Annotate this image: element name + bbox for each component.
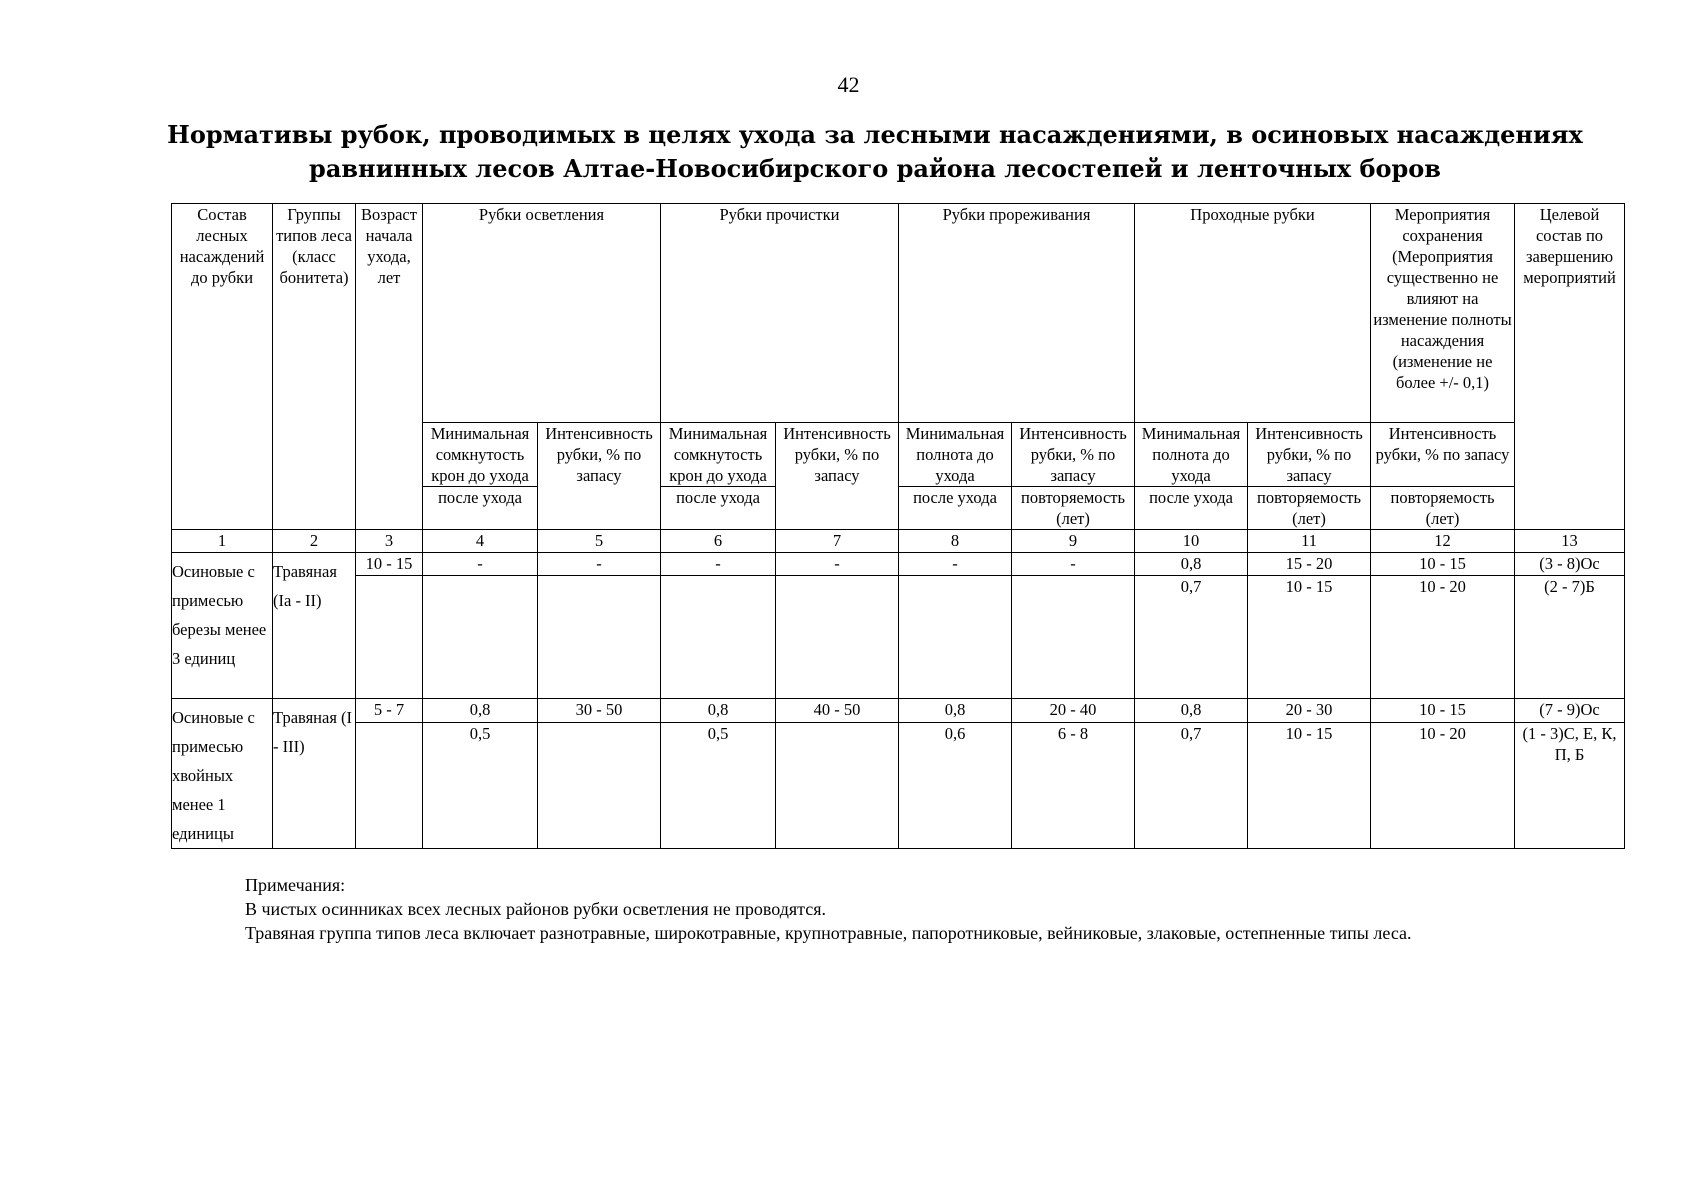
table-cell: - [899, 553, 1012, 576]
table-cell: 0,5 [423, 722, 538, 848]
column-number: 7 [776, 530, 899, 553]
document-title: Нормативы рубок, проводимых в целях ухода за лесными насаждениями, в осиновых насаждениях равнинных лесов Алтае-Новосибирского района лесостепей и ленточных боров [167, 120, 1583, 183]
table-cell: 0,8 [1135, 699, 1248, 723]
header-preservation: Мероприятия сохранения (Мероприятия существенно не влияют на изменение полноты насаждения (изменение не более +/- 0,1) [1371, 204, 1515, 423]
table-cell [356, 576, 423, 699]
column-number: 4 [423, 530, 538, 553]
cell-forest-type-group: Травяная (Ia - II) [273, 553, 356, 699]
column-number: 6 [661, 530, 776, 553]
header-start-age: Возраст начала ухода, лет [356, 204, 423, 530]
table-cell: 6 - 8 [1012, 722, 1135, 848]
subheader-min-crown-closure: Минимальная сомкнутость крон до ухода [423, 423, 538, 487]
table-cell: 0,8 [423, 699, 538, 723]
table-cell [776, 576, 899, 699]
column-number: 12 [1371, 530, 1515, 553]
column-number: 8 [899, 530, 1012, 553]
header-thinning: Рубки прореживания [899, 204, 1135, 423]
column-number: 9 [1012, 530, 1135, 553]
note-line: Травяная группа типов леса включает разнотравные, широкотравные, крупнотравные, папоротниковые, вейниковые, злаковые, остепненные типы леса. [245, 923, 1412, 943]
table-row [172, 699, 1625, 723]
cell-start-age: 10 - 15 [356, 553, 423, 576]
header-clearing: Рубки осветления [423, 204, 661, 423]
column-number: 5 [538, 530, 661, 553]
table-cell: - [538, 553, 661, 576]
subheader-after-care: после ухода [661, 487, 776, 530]
cell-composition: Осиновые с примесью хвойных менее 1 единицы [172, 699, 273, 849]
table-row [172, 553, 1625, 576]
table-cell: (1 - 3)С, Е, К, П, Б [1515, 722, 1625, 848]
norms-table [171, 203, 1625, 849]
table-row [172, 576, 1625, 699]
table-cell: - [1012, 553, 1135, 576]
table-cell: 10 - 15 [1371, 699, 1515, 723]
table-cell: - [423, 553, 538, 576]
table-cell [899, 576, 1012, 699]
table-cell: (2 - 7)Б [1515, 576, 1625, 699]
column-number: 2 [273, 530, 356, 553]
header-cleaning: Рубки прочистки [661, 204, 899, 423]
subheader-intensity: Интенсивность рубки, % по запасу [538, 423, 661, 530]
notes-section [245, 873, 1625, 945]
subheader-repeatability: повторяемость (лет) [1248, 487, 1371, 530]
table-cell [538, 576, 661, 699]
table-cell: 20 - 40 [1012, 699, 1135, 723]
subheader-repeatability: повторяемость (лет) [1012, 487, 1135, 530]
table-cell [538, 722, 661, 848]
table-cell: 10 - 15 [1248, 576, 1371, 699]
table-row [172, 722, 1625, 848]
table-cell: 10 - 20 [1371, 576, 1515, 699]
subheader-intensity: Интенсивность рубки, % по запасу [1012, 423, 1135, 487]
table-cell: (7 - 9)Ос [1515, 699, 1625, 723]
table-cell: 0,8 [1135, 553, 1248, 576]
column-number: 11 [1248, 530, 1371, 553]
table-cell: 0,5 [661, 722, 776, 848]
table-cell: (3 - 8)Ос [1515, 553, 1625, 576]
note-line: В чистых осинниках всех лесных районов рубки осветления не проводятся. [245, 899, 827, 919]
table-cell [423, 576, 538, 699]
table-cell: 10 - 15 [1371, 553, 1515, 576]
header-row [172, 204, 1625, 423]
subheader-repeatability: повторяемость (лет) [1371, 487, 1515, 530]
cell-composition: Осиновые с примесью березы менее 3 единиц [172, 553, 273, 699]
table-cell: 10 - 20 [1371, 722, 1515, 848]
header-target-composition: Целевой состав по завершению мероприятий [1515, 204, 1625, 530]
subheader-min-density: Минимальная полнота до ухода [899, 423, 1012, 487]
table-cell [356, 722, 423, 848]
column-number-row [172, 530, 1625, 553]
table-cell: - [776, 553, 899, 576]
table-cell: 10 - 15 [1248, 722, 1371, 848]
table-cell [1012, 576, 1135, 699]
table-cell [776, 722, 899, 848]
column-number: 1 [172, 530, 273, 553]
subheader-after-care: после ухода [423, 487, 538, 530]
table-cell: - [661, 553, 776, 576]
table-cell: 0,8 [661, 699, 776, 723]
table-cell: 0,7 [1135, 576, 1248, 699]
header-forest-type-group: Группы типов леса (класс бонитета) [273, 204, 356, 530]
column-number: 13 [1515, 530, 1625, 553]
table-cell: 0,6 [899, 722, 1012, 848]
table-cell: 30 - 50 [538, 699, 661, 723]
subheader-intensity: Интенсивность рубки, % по запасу [1371, 423, 1515, 487]
header-composition: Состав лесных насаждений до рубки [172, 204, 273, 530]
column-number: 3 [356, 530, 423, 553]
notes-heading: Примечания: [245, 875, 346, 895]
table-cell: 20 - 30 [1248, 699, 1371, 723]
subheader-after-care: после ухода [1135, 487, 1248, 530]
header-passing: Проходные рубки [1135, 204, 1371, 423]
table-cell: 0,7 [1135, 722, 1248, 848]
cell-start-age: 5 - 7 [356, 699, 423, 723]
table-cell: 40 - 50 [776, 699, 899, 723]
table-cell: 15 - 20 [1248, 553, 1371, 576]
table-cell [661, 576, 776, 699]
cell-forest-type-group: Травяная (I - III) [273, 699, 356, 849]
subheader-intensity: Интенсивность рубки, % по запасу [1248, 423, 1371, 487]
subheader-intensity: Интенсивность рубки, % по запасу [776, 423, 899, 530]
column-number: 10 [1135, 530, 1248, 553]
subheader-after-care: после ухода [899, 487, 1012, 530]
subheader-min-density: Минимальная полнота до ухода [1135, 423, 1248, 487]
subheader-min-crown-closure: Минимальная сомкнутость крон до ухода [661, 423, 776, 487]
page-number: 42 [837, 72, 860, 97]
table-cell: 0,8 [899, 699, 1012, 723]
